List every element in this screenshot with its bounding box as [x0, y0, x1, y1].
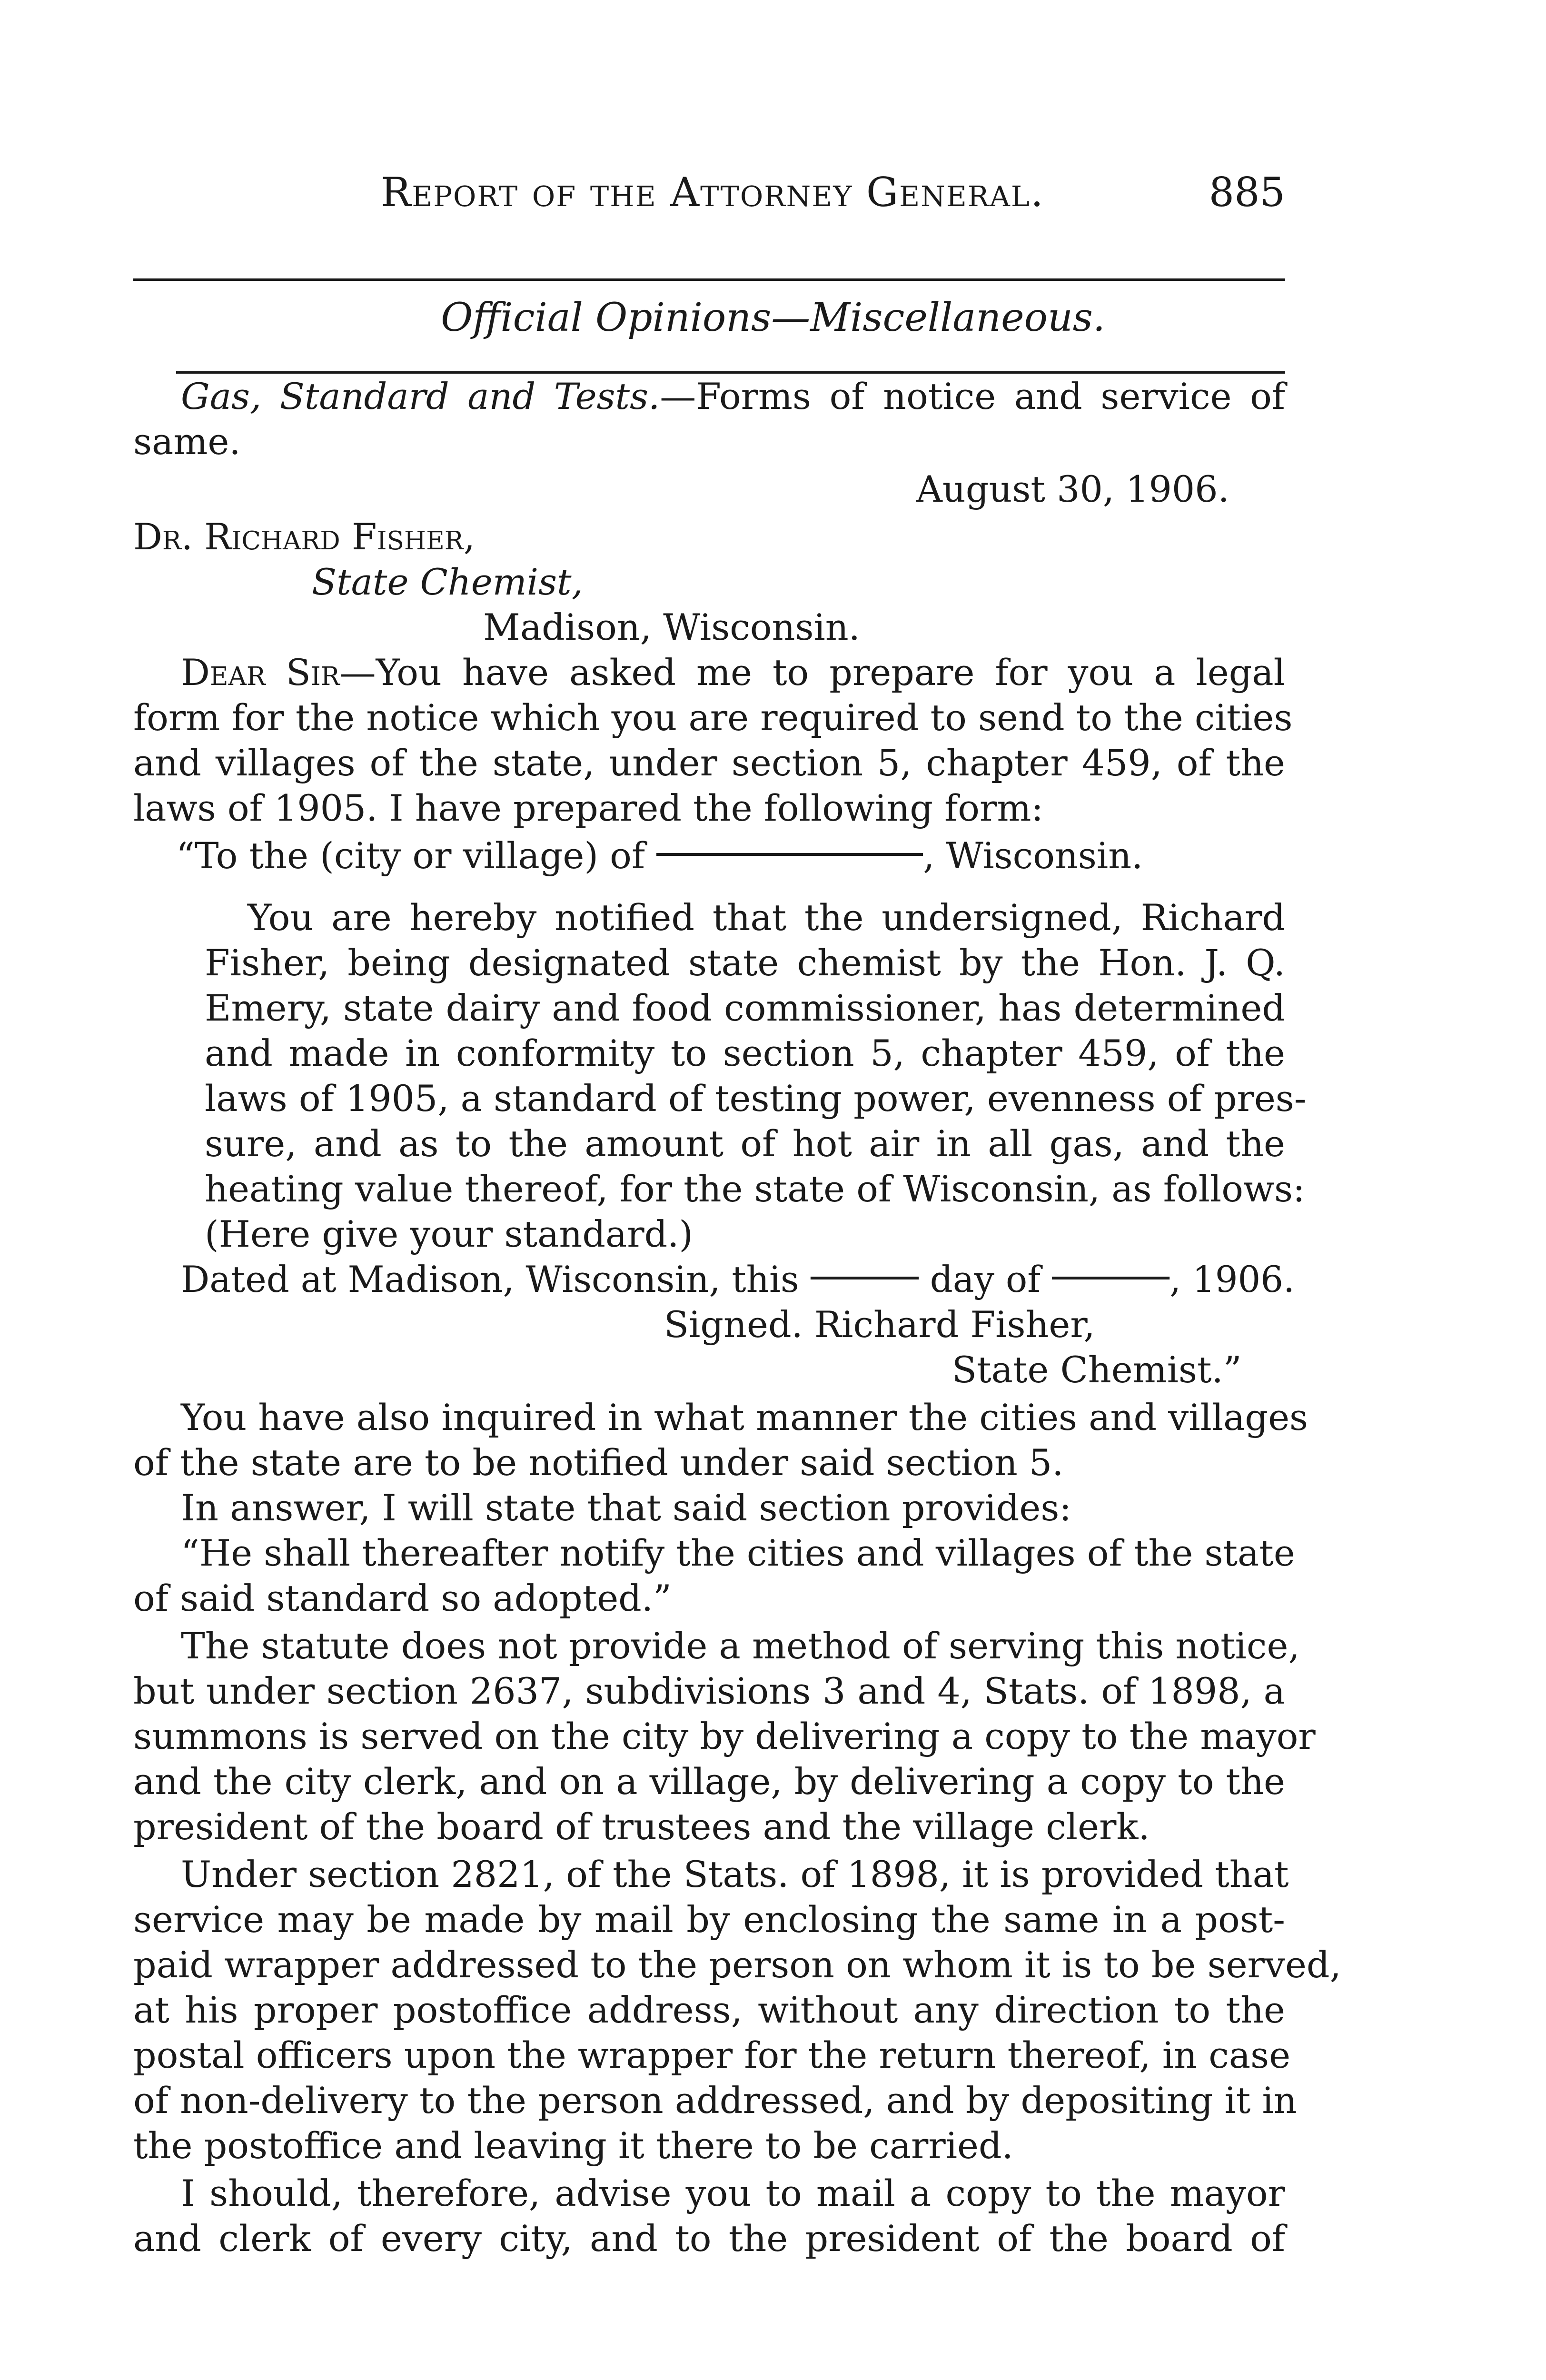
para1-line-1: Dear Sir—You have asked me to prepare for you a legal — [181, 651, 1285, 694]
para6-line-7: the postoffice and leaving it there to be carried. — [133, 2124, 1013, 2167]
para1-line-4: laws of 1905. I have prepared the following form: — [133, 787, 1044, 829]
blank-line — [810, 1277, 918, 1279]
para6-line-6: of non-delivery to the person addressed, and by depositing it in — [133, 2079, 1297, 2122]
form-signed: Signed. Richard Fisher, — [664, 1303, 1095, 1346]
para6-line-1: Under section 2821, of the Stats. of 1898, it is provided that — [181, 1853, 1289, 1895]
form-body-line-5: laws of 1905, a standard of testing power, evenness of pres- — [205, 1077, 1307, 1120]
section-heading: Official Opinions—Miscellaneous. — [441, 295, 1105, 340]
page-number: 885 — [1209, 169, 1285, 216]
para6-line-4: at his proper postoffice address, without any direction to the — [133, 1989, 1285, 2031]
running-title: Report of the Attorney General. — [381, 169, 1044, 216]
para4-line-1: “He shall thereafter notify the cities and villages of the state — [181, 1532, 1295, 1574]
topic-line-2: same. — [133, 420, 241, 463]
form-body-line-4: and made in conformity to section 5, chapter 459, of the — [205, 1032, 1285, 1074]
form-dated-line: Dated at Madison, Wisconsin, this day of , 1906. — [181, 1258, 1295, 1300]
para5-line-4: and the city clerk, and on a village, by delivering a copy to the — [133, 1760, 1285, 1803]
topic-title: Gas, Standard and Tests. — [181, 375, 660, 417]
header-rule — [133, 278, 1285, 281]
para2-line-1: You have also inquired in what manner the cities and villages — [181, 1396, 1308, 1438]
form-body-line-6: sure, and as to the amount of hot air in all gas, and the — [205, 1122, 1285, 1165]
para6-line-3: paid wrapper addressed to the person on whom it is to be served, — [133, 1944, 1341, 1986]
para7-line-1: I should, therefore, advise you to mail a copy to the mayor — [181, 2172, 1285, 2214]
para1-line-2: form for the notice which you are required to send to the cities — [133, 696, 1293, 739]
form-body-line-3: Emery, state dairy and food commissioner, has determined — [205, 987, 1285, 1029]
addressee-title: State Chemist, — [312, 561, 583, 603]
para6-line-2: service may be made by mail by enclosing the same in a post- — [133, 1898, 1285, 1941]
para5-line-3: summons is served on the city by delivering a copy to the mayor — [133, 1715, 1316, 1757]
para5-line-2: but under section 2637, subdivisions 3 and 4, Stats. of 1898, a — [133, 1670, 1285, 1712]
form-body-line-2: Fisher, being designated state chemist by the Hon. J. Q. — [205, 942, 1285, 984]
blank-line — [1052, 1277, 1169, 1279]
para5-line-1: The statute does not provide a method of serving this notice, — [181, 1625, 1300, 1667]
form-body-line-7: heating value thereof, for the state of Wisconsin, as follows: — [205, 1168, 1305, 1210]
form-to-line: “To the (city or village) of , Wisconsin. — [176, 834, 1143, 877]
para4-line-2: of said standard so adopted.” — [133, 1577, 672, 1619]
para7-line-2: and clerk of every city, and to the president of the board of — [133, 2217, 1285, 2260]
para1-line-3: and villages of the state, under section 5, chapter 459, of the — [133, 742, 1285, 784]
para6-line-5: postal officers upon the wrapper for the return thereof, in case — [133, 2034, 1291, 2076]
para5-line-5: president of the board of trustees and the village clerk. — [133, 1805, 1150, 1848]
blank-line — [656, 853, 923, 856]
form-body-line-1: You are hereby notified that the undersigned, Richard — [248, 896, 1285, 939]
letter-date: August 30, 1906. — [916, 468, 1229, 510]
topic-description: —Forms of notice and service of — [660, 375, 1286, 417]
form-body-line-8: (Here give your standard.) — [205, 1213, 694, 1255]
form-signer-title: State Chemist.” — [952, 1349, 1242, 1391]
para2-line-2: of the state are to be notified under said section 5. — [133, 1441, 1064, 1484]
addressee-place: Madison, Wisconsin. — [483, 606, 860, 648]
topic-line-1 — [181, 374, 1285, 419]
addressee-name: Dr. Richard Fisher, — [133, 516, 475, 558]
salutation: Dear Sir — [181, 651, 340, 694]
running-header — [133, 169, 1285, 221]
para3: In answer, I will state that said section provides: — [181, 1487, 1071, 1529]
